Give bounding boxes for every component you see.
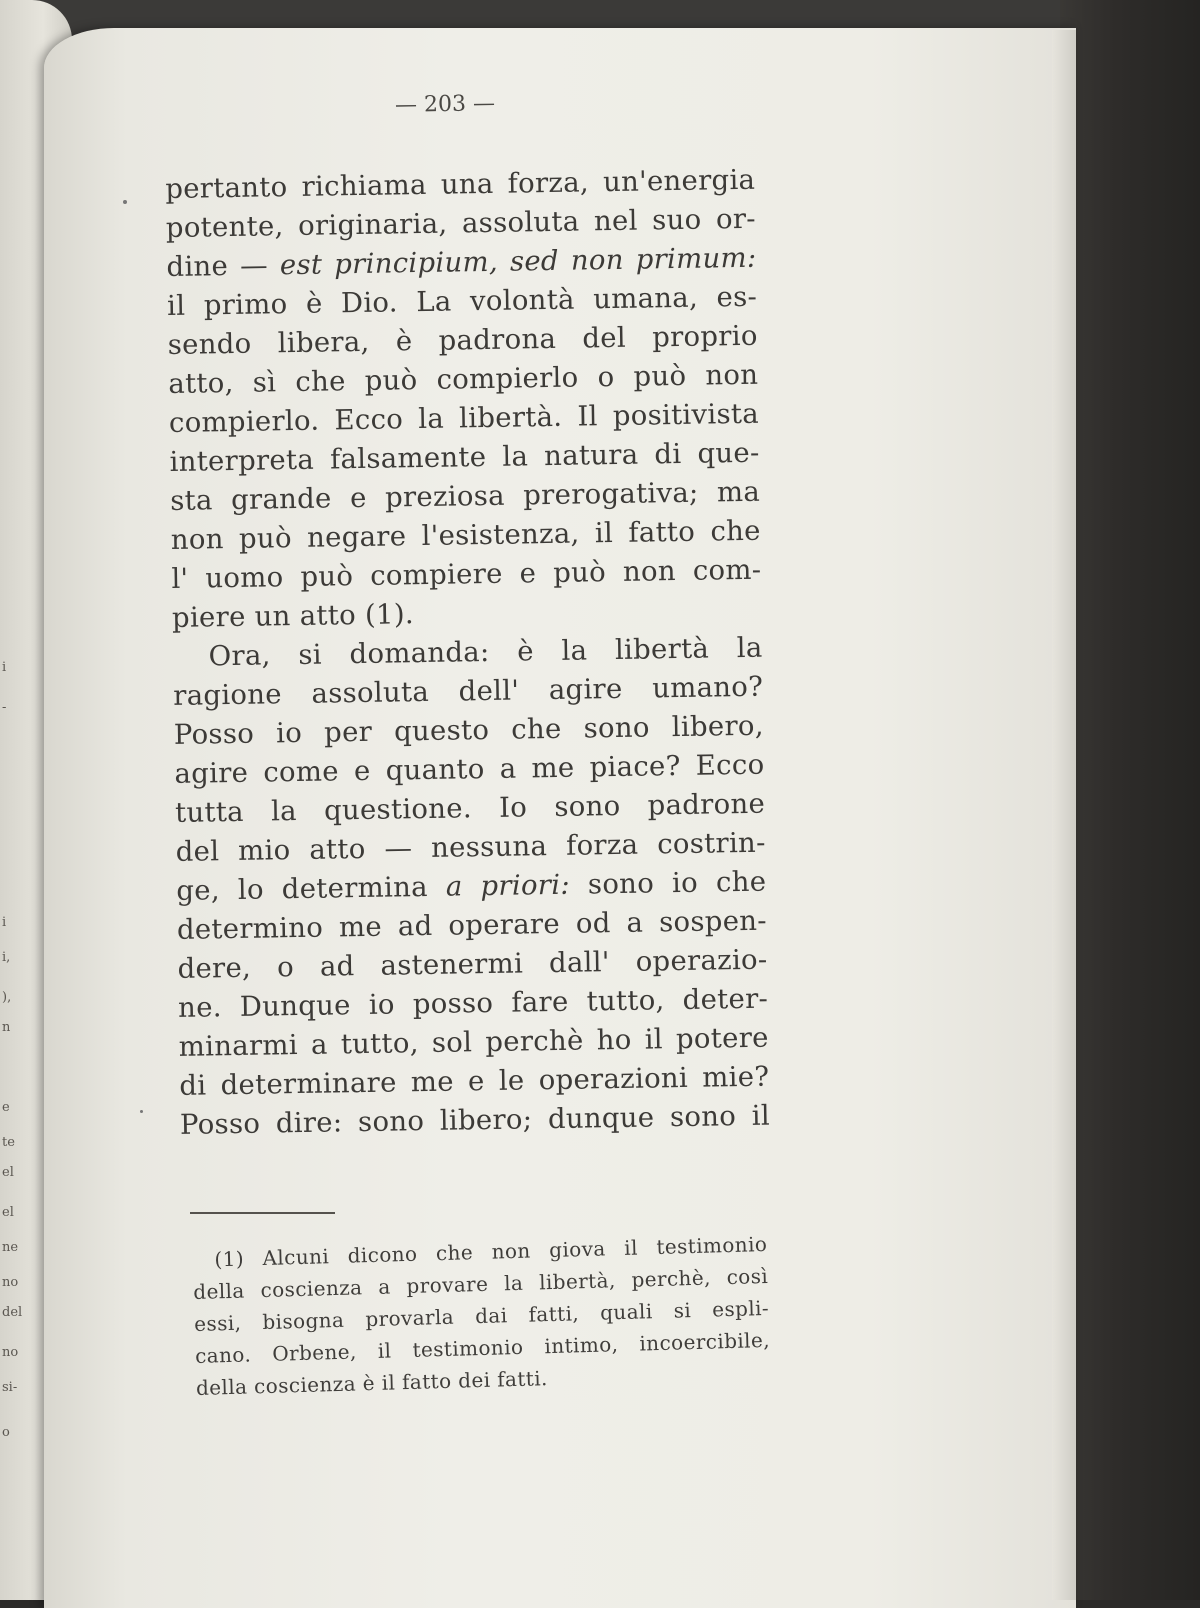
left-page-fragment: o xyxy=(2,1425,10,1440)
left-page-fragment: i xyxy=(2,915,7,930)
text-line: Posso io per questo che sono libero, xyxy=(173,709,765,751)
footnote xyxy=(192,1228,771,1404)
left-page-fragment: ne xyxy=(2,1240,19,1255)
background-table xyxy=(1060,0,1200,1600)
text-line: dine — est principium, sed non primum: xyxy=(166,241,757,283)
footnote-line: essi, bisogna provarla dai fatti, quali si espli- xyxy=(193,1295,770,1336)
left-page-fragment: si- xyxy=(2,1380,18,1395)
text-line: compierlo. Ecco la libertà. Il positivista xyxy=(168,397,760,439)
left-page-fragment: i xyxy=(2,660,7,675)
text-line: l' uomo può compiere e può non com- xyxy=(171,553,762,595)
left-page-fragment: te xyxy=(2,1135,15,1150)
text-line: il primo è Dio. La volontà umana, es- xyxy=(166,280,758,322)
text-line: sta grande e preziosa prerogativa; ma xyxy=(169,475,761,517)
footnote-line: cano. Orbene, il testimonio intimo, incoercibile, xyxy=(194,1327,771,1368)
left-page-fragments xyxy=(0,0,30,1600)
text-line: piere un atto (1). xyxy=(171,598,415,634)
text-line: tutta la questione. Io sono padrone xyxy=(174,787,766,829)
footnote-line: della coscienza è il fatto dei fatti. xyxy=(195,1366,549,1400)
text-line: pertanto richiama una forza, un'energia xyxy=(165,163,756,205)
text-line: potente, originaria, assoluta nel suo or- xyxy=(165,202,757,244)
text-line: di determinare me e le operazioni mie? xyxy=(179,1060,770,1102)
text-line: non può negare l'esistenza, il fatto che xyxy=(170,514,761,556)
text-line: ne. Dunque io posso fare tutto, deter- xyxy=(177,982,769,1024)
left-page-fragment: el xyxy=(2,1165,14,1180)
speck xyxy=(123,200,127,204)
left-page-fragment: - xyxy=(2,700,7,715)
left-page-fragment: e xyxy=(2,1100,10,1115)
text-line: sendo libera, è padrona del proprio xyxy=(167,319,758,361)
left-page-fragment: no xyxy=(2,1345,19,1360)
left-page-fragment: n xyxy=(2,1020,11,1035)
page-number: — 203 — xyxy=(394,91,496,118)
left-page-fragment: del xyxy=(2,1305,23,1320)
text-line: del mio atto — nessuna forza costrin- xyxy=(175,826,766,868)
text-line: ragione assoluta dell' agire umano? xyxy=(173,670,764,712)
left-page-fragment: no xyxy=(2,1275,19,1290)
text-line: determino me ad operare od a sospen- xyxy=(176,904,768,946)
text-line: agire come e quanto a me piace? Ecco xyxy=(174,748,765,790)
text-line: atto, sì che può compierlo o può non xyxy=(168,358,759,400)
text-line: dere, o ad astenermi dall' operazio- xyxy=(177,943,768,985)
page-edge xyxy=(1052,30,1076,1600)
body-text xyxy=(165,161,770,1145)
text-line: Ora, si domanda: è la libertà la xyxy=(208,631,763,673)
text-line: interpreta falsamente la natura di que- xyxy=(169,436,760,478)
speck xyxy=(140,1110,143,1113)
text-line: Posso dire: sono libero; dunque sono il xyxy=(179,1099,771,1141)
footnote-rule xyxy=(190,1212,335,1214)
text-line: ge, lo determina a priori: sono io che xyxy=(176,865,767,907)
footnote-line: della coscienza a provare la libertà, perchè, così xyxy=(193,1263,769,1304)
left-page-fragment: ), xyxy=(2,990,12,1005)
footnote-line: (1) Alcuni dicono che non giova il testimonio xyxy=(214,1231,768,1272)
left-page-fragment: i, xyxy=(2,950,11,965)
text-line: minarmi a tutto, sol perchè ho il potere xyxy=(178,1021,769,1063)
left-page-fragment: el xyxy=(2,1205,14,1220)
